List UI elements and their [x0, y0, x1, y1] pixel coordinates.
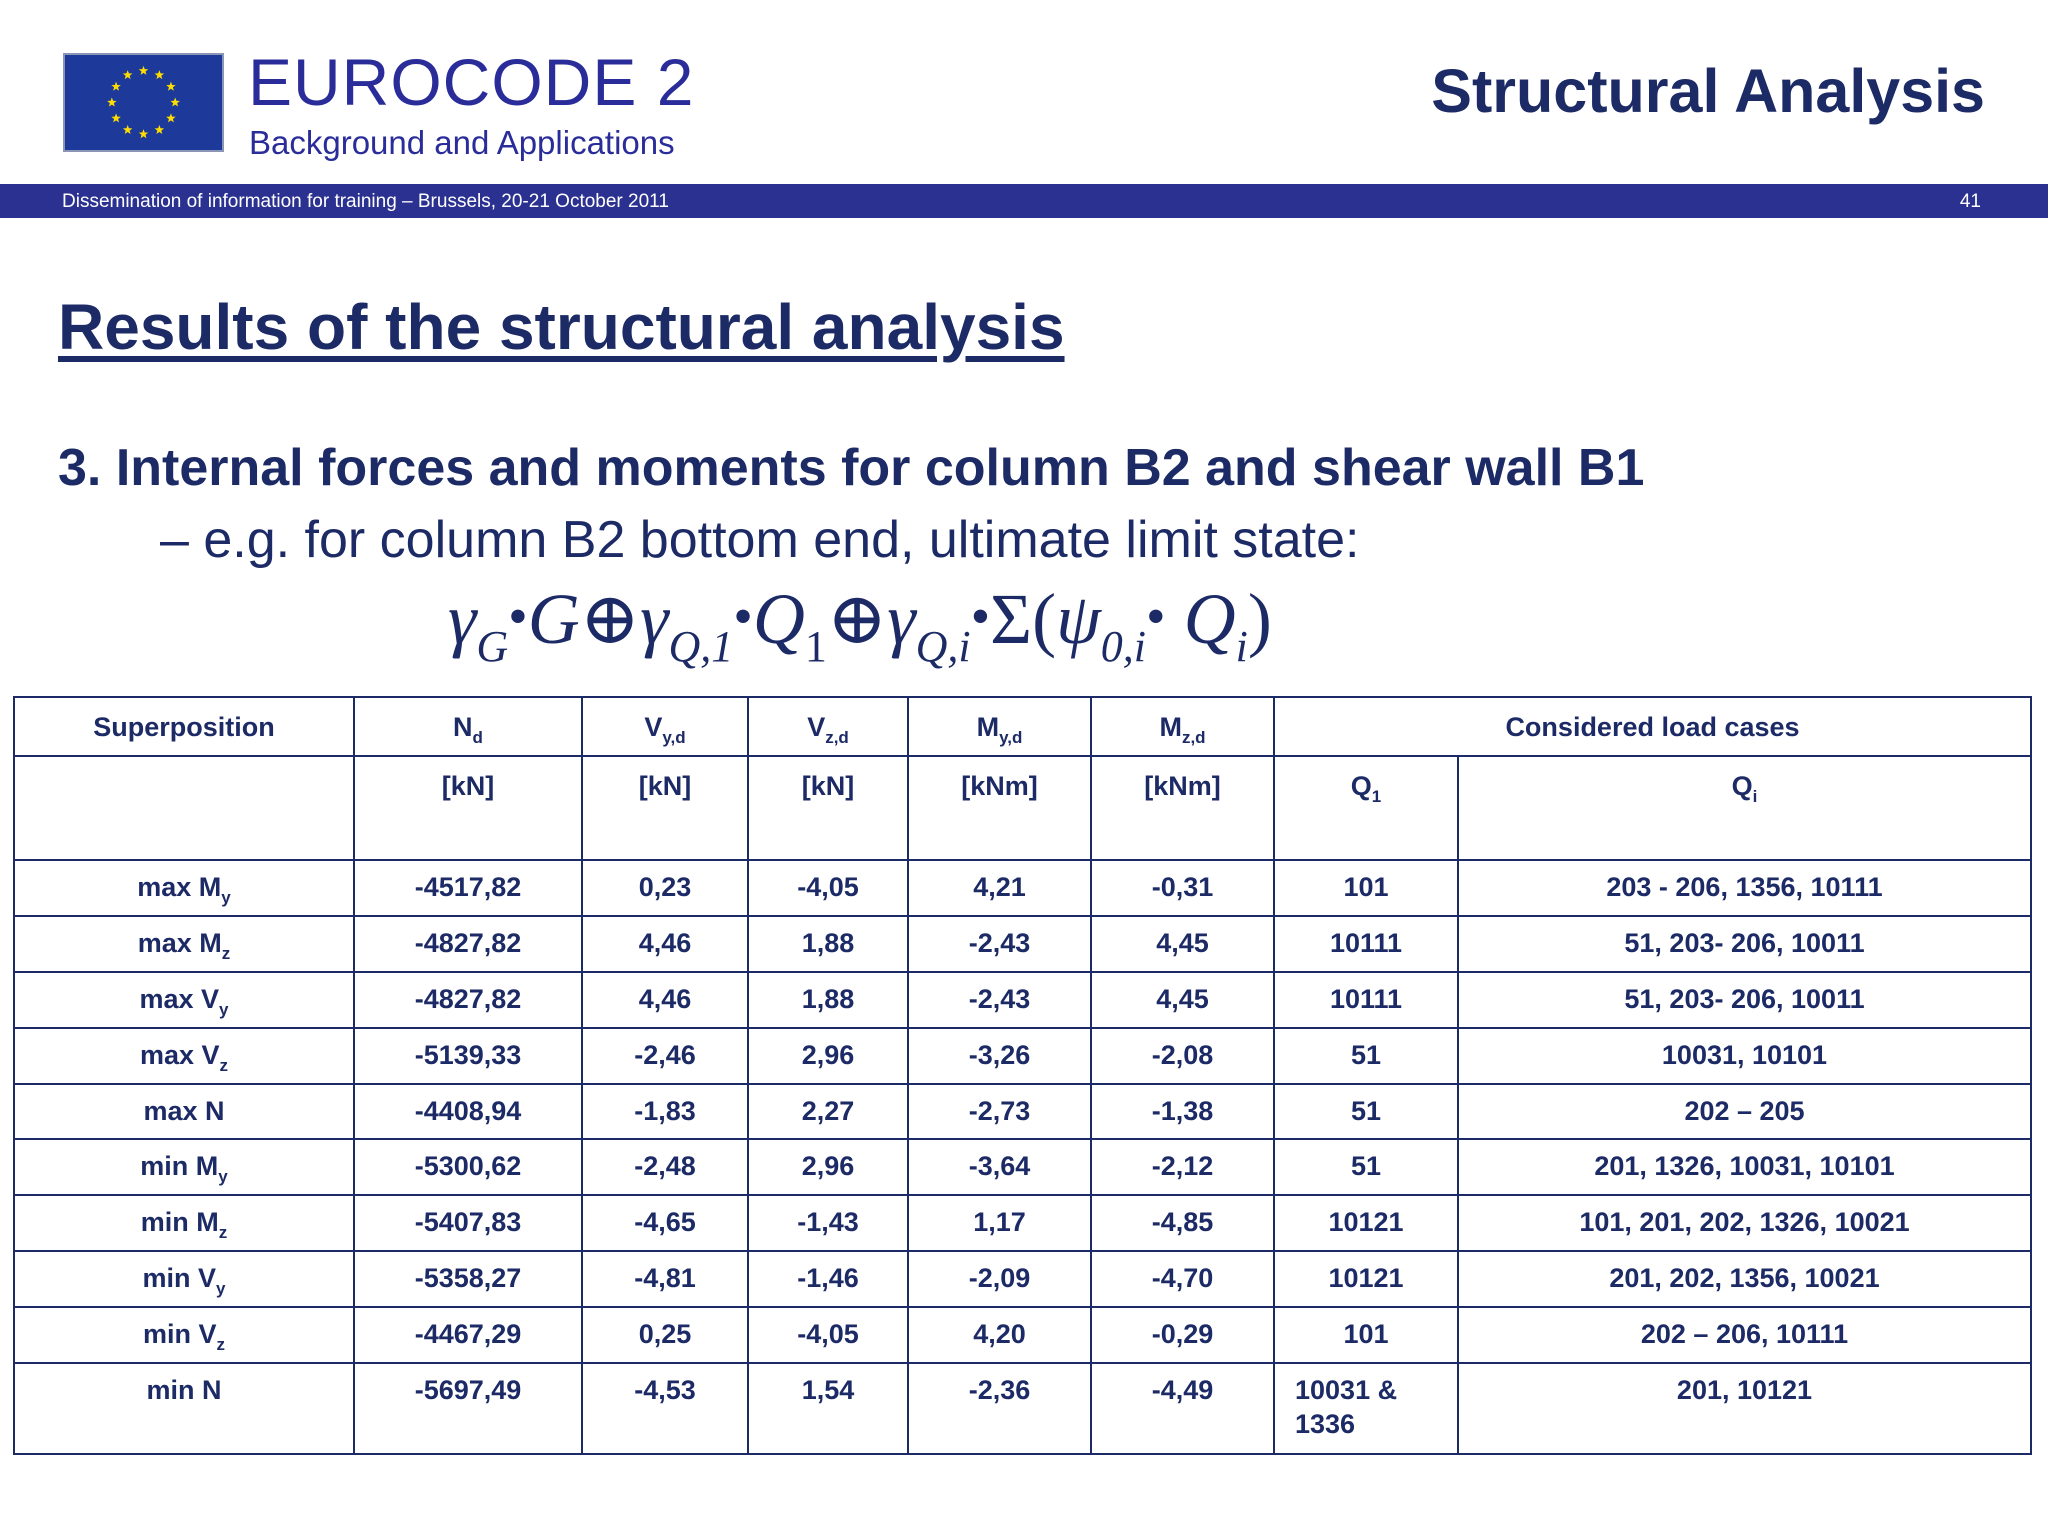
cell-vzd: 2,27: [748, 1084, 908, 1139]
flag-star: [155, 125, 164, 134]
table-header-row: [14, 697, 2031, 756]
cell-qi: 10031, 10101: [1458, 1028, 2031, 1084]
cell-q1: 101: [1274, 1307, 1458, 1363]
flag-star: [139, 129, 149, 138]
cell-nd: -4827,82: [354, 972, 582, 1028]
unit-mzd: [kNm]: [1091, 756, 1274, 860]
units-empty: [14, 756, 354, 860]
flag-star: [111, 82, 120, 91]
unit-vzd: [kN]: [748, 756, 908, 860]
page-number: 41: [1959, 191, 1981, 212]
cell-qi: 201, 1326, 10031, 10101: [1458, 1139, 2031, 1195]
header-vyd: $V_{y,d}$: [582, 697, 748, 756]
table-row: [14, 1028, 2031, 1084]
cell-vyd: 0,23: [582, 860, 748, 916]
cell-vyd: 4,46: [582, 972, 748, 1028]
cell-mzd: 4,45: [1091, 972, 1274, 1028]
row-label: $\max V_z$: [14, 1028, 354, 1084]
cell-vyd: -4,65: [582, 1195, 748, 1251]
cell-vzd: 2,96: [748, 1139, 908, 1195]
cell-vyd: -4,81: [582, 1251, 748, 1307]
cell-qi: 202 – 205: [1458, 1084, 2031, 1139]
cell-q1: 10121: [1274, 1251, 1458, 1307]
cell-vyd: -2,46: [582, 1028, 748, 1084]
brand-title: EUROCODE 2: [248, 45, 695, 119]
cell-q1: 10121: [1274, 1195, 1458, 1251]
cell-nd: -5697,49: [354, 1363, 582, 1454]
cell-vzd: -1,43: [748, 1195, 908, 1251]
cell-vzd: 1,88: [748, 916, 908, 972]
flag-star: [107, 98, 117, 107]
unit-nd: [kN]: [354, 756, 582, 860]
cell-mzd: -0,29: [1091, 1307, 1274, 1363]
cell-myd: 1,17: [908, 1195, 1091, 1251]
row-label: $\max M_z$: [14, 916, 354, 972]
flag-star: [155, 70, 164, 79]
header-mzd: $M_{z,d}$: [1091, 697, 1274, 756]
cell-vyd: -2,48: [582, 1139, 748, 1195]
cell-nd: -4827,82: [354, 916, 582, 972]
cell-myd: -2,09: [908, 1251, 1091, 1307]
cell-vyd: -1,83: [582, 1084, 748, 1139]
table-row: [14, 1139, 2031, 1195]
cell-nd: -4408,94: [354, 1084, 582, 1139]
unit-myd: [kNm]: [908, 756, 1091, 860]
row-label: $\max M_y$: [14, 860, 354, 916]
cell-qi: 101, 201, 202, 1326, 10021: [1458, 1195, 2031, 1251]
cell-mzd: -2,12: [1091, 1139, 1274, 1195]
table-row: [14, 972, 2031, 1028]
table-row: [14, 860, 2031, 916]
header-vzd: $V_{z,d}$: [748, 697, 908, 756]
table-row: [14, 1251, 2031, 1307]
eu-flag-stars: [65, 55, 222, 150]
slide-title: Results of the structural analysis: [58, 291, 1065, 363]
cell-vzd: -1,46: [748, 1251, 908, 1307]
flag-star: [166, 113, 175, 122]
cell-qi: 202 – 206, 10111: [1458, 1307, 2031, 1363]
event-line: Dissemination of information for training – Brussels, 20-21 October 2011: [62, 191, 669, 212]
flag-star: [111, 113, 120, 122]
cell-qi: 201, 202, 1356, 10021: [1458, 1251, 2031, 1307]
brand-subtitle: Background and Applications: [249, 124, 675, 161]
cell-vzd: 1,54: [748, 1363, 908, 1454]
row-label: min N: [14, 1363, 354, 1454]
flag-star: [123, 70, 132, 79]
header-nd: $N_d$: [354, 697, 582, 756]
row-label: $\min M_z$: [14, 1195, 354, 1251]
cell-qi: 51, 203- 206, 10011: [1458, 916, 2031, 972]
cell-vzd: -4,05: [748, 860, 908, 916]
cell-q1: 10031 & 1336: [1274, 1363, 1458, 1454]
cell-nd: -4517,82: [354, 860, 582, 916]
cell-myd: -2,43: [908, 972, 1091, 1028]
header-myd: $M_{y,d}$: [908, 697, 1091, 756]
row-label: $\min V_y$: [14, 1251, 354, 1307]
cell-myd: -2,36: [908, 1363, 1091, 1454]
cell-nd: -5407,83: [354, 1195, 582, 1251]
unit-vyd: [kN]: [582, 756, 748, 860]
header-qi: $Q_i$: [1458, 756, 2031, 860]
results-table: [13, 696, 2032, 1455]
cell-vzd: 2,96: [748, 1028, 908, 1084]
cell-mzd: 4,45: [1091, 916, 1274, 972]
header-q1: $Q_1$: [1274, 756, 1458, 860]
row-label: $\max V_y$: [14, 972, 354, 1028]
cell-vyd: 4,46: [582, 916, 748, 972]
table-row: [14, 1195, 2031, 1251]
cell-myd: -2,43: [908, 916, 1091, 972]
row-label: $\min V_z$: [14, 1307, 354, 1363]
cell-nd: -5300,62: [354, 1139, 582, 1195]
cell-myd: 4,20: [908, 1307, 1091, 1363]
cell-myd: 4,21: [908, 860, 1091, 916]
cell-vzd: 1,88: [748, 972, 908, 1028]
load-combination-formula: $\gamma_G•G\oplus\gamma_{Q,1}•Q_1\oplus\gamma_{Q,i}•\Sigma(\psi_{0,i}•$ $Q_i$): [448, 579, 1272, 671]
flag-star: [123, 125, 132, 134]
cell-q1: 51: [1274, 1139, 1458, 1195]
cell-mzd: -4,49: [1091, 1363, 1274, 1454]
cell-vyd: -4,53: [582, 1363, 748, 1454]
cell-mzd: -4,85: [1091, 1195, 1274, 1251]
cell-mzd: -1,38: [1091, 1084, 1274, 1139]
flag-star: [166, 82, 175, 91]
cell-myd: -2,73: [908, 1084, 1091, 1139]
cell-vzd: -4,05: [748, 1307, 908, 1363]
row-label: $\min M_y$: [14, 1139, 354, 1195]
cell-q1: 101: [1274, 860, 1458, 916]
cell-mzd: -2,08: [1091, 1028, 1274, 1084]
sub-point: – e.g. for column B2 bottom end, ultimate limit state:: [160, 511, 1360, 569]
cell-qi: 201, 10121: [1458, 1363, 2031, 1454]
cell-mzd: -0,31: [1091, 860, 1274, 916]
cell-nd: -5139,33: [354, 1028, 582, 1084]
header-superposition: Superposition: [14, 697, 354, 756]
cell-mzd: -4,70: [1091, 1251, 1274, 1307]
row-label: max N: [14, 1084, 354, 1139]
cell-q1: 51: [1274, 1084, 1458, 1139]
cell-myd: -3,64: [908, 1139, 1091, 1195]
cell-qi: 203 - 206, 1356, 10111: [1458, 860, 2031, 916]
cell-nd: -5358,27: [354, 1251, 582, 1307]
flag-star: [170, 98, 179, 107]
cell-vyd: 0,25: [582, 1307, 748, 1363]
table-row: [14, 1307, 2031, 1363]
cell-q1: 10111: [1274, 916, 1458, 972]
header-considered-load-cases: Considered load cases: [1274, 697, 2031, 756]
section-title: Structural Analysis: [1431, 57, 1985, 125]
flag-star: [139, 66, 149, 75]
cell-myd: -3,26: [908, 1028, 1091, 1084]
cell-nd: -4467,29: [354, 1307, 582, 1363]
table-row: [14, 1363, 2031, 1454]
cell-q1: 10111: [1274, 972, 1458, 1028]
table-row: [14, 916, 2031, 972]
cell-q1: 51: [1274, 1028, 1458, 1084]
eu-flag-icon: [63, 53, 224, 152]
table-row: [14, 1084, 2031, 1139]
info-band: [0, 184, 2048, 218]
main-point: 3. Internal forces and moments for column B2 and shear wall B1: [58, 439, 1645, 497]
table-units-row: [14, 756, 2031, 860]
cell-qi: 51, 203- 206, 10011: [1458, 972, 2031, 1028]
